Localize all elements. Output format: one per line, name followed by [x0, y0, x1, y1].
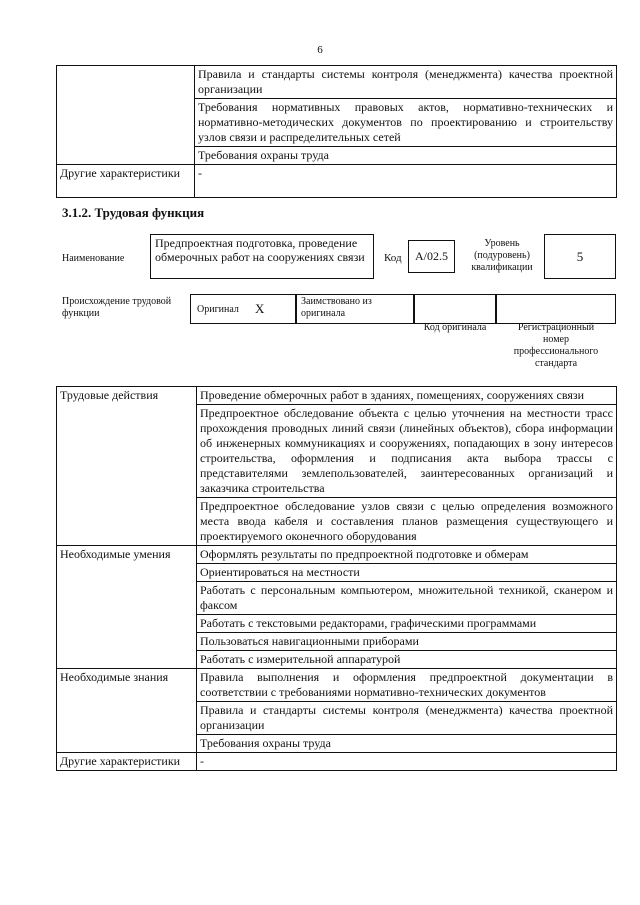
table-row — [57, 165, 617, 198]
reg-number-cell — [496, 294, 616, 324]
other-value: - — [197, 753, 617, 771]
skill-item: Пользоваться навигационными приборами — [197, 633, 617, 651]
knowledge-item: Требования охраны труда — [197, 735, 617, 753]
action-item: Предпроектное обследование объекта с целью уточнения на местности трасс прохождения проводных линий связи (линейных объектов), сбора информации об инженерных коммуникациях и сооружениях, попадающих в зону интересов строительства, оформления и подписания акта выбора трассы с представителями землепользователей, заинтересованных организаций и заказчика строительства — [197, 405, 617, 498]
code-label: Код — [384, 252, 402, 264]
skill-item: Ориентироваться на местности — [197, 564, 617, 582]
empty-label-cell — [57, 66, 195, 165]
code-value: A/02.5 — [408, 240, 455, 273]
name-label: Наименование — [62, 253, 125, 264]
original-mark: X — [255, 301, 265, 316]
skill-item: Оформлять результаты по предпроектной подготовке и обмерам — [197, 546, 617, 564]
skill-item: Работать с персональным компьютером, множительной техникой, сканером и факсом — [197, 582, 617, 615]
origin-label: Происхождение трудовой функции — [62, 296, 172, 319]
skills-label: Необходимые умения — [57, 546, 197, 669]
top-table — [56, 65, 617, 198]
level-label: Уровень (подуровень) квалификации — [471, 238, 533, 273]
skill-item: Работать с текстовыми редакторами, графическими программами — [197, 615, 617, 633]
knowledge-item: Правила выполнения и оформления предпроектной документации в соответствии с требованиями нормативно-технических документов — [197, 669, 617, 702]
name-value: Предпроектная подготовка, проведение обмерочных работ на сооружениях связи — [150, 234, 374, 279]
reg-number-label: Регистрационный номер профессионального стандарта — [513, 322, 599, 369]
other-label: Другие характеристики — [57, 165, 195, 198]
level-value: 5 — [544, 234, 616, 279]
table-row — [57, 546, 617, 564]
table-row — [57, 669, 617, 702]
knowledge-item: Требования охраны труда — [195, 147, 617, 165]
other-label: Другие характеристики — [57, 753, 197, 771]
skill-item: Работать с измерительной аппаратурой — [197, 651, 617, 669]
knowledge-item: Правила и стандарты системы контроля (менеджмента) качества проектной организации — [197, 702, 617, 735]
knowledge-label: Необходимые знания — [57, 669, 197, 753]
code-original-cell — [414, 294, 496, 324]
code-original-label: Код оригинала — [423, 322, 487, 333]
original-cell — [190, 294, 296, 324]
actions-label: Трудовые действия — [57, 387, 197, 546]
borrowed-label: Заимствовано из оригинала — [296, 294, 414, 324]
main-table — [56, 386, 617, 771]
section-title: 3.1.2. Трудовая функция — [62, 205, 205, 220]
table-row — [57, 66, 617, 99]
knowledge-item: Правила и стандарты системы контроля (менеджмента) качества проектной организации — [195, 66, 617, 99]
action-item: Предпроектное обследование узлов связи с целью определения возможного места ввода кабеля и составления планов размещения существующего и проектируемого оконечного оборудования — [197, 498, 617, 546]
original-label: Оригинал — [197, 304, 239, 315]
action-item: Проведение обмерочных работ в зданиях, помещениях, сооружениях связи — [197, 387, 617, 405]
table-row — [57, 387, 617, 405]
table-row — [57, 753, 617, 771]
page-number: 6 — [317, 44, 323, 56]
knowledge-item: Требования нормативных правовых актов, нормативно-технических и нормативно-методических документов по проектированию и строительству узлов связи и распределительных сетей — [195, 99, 617, 147]
other-value: - — [195, 165, 617, 198]
